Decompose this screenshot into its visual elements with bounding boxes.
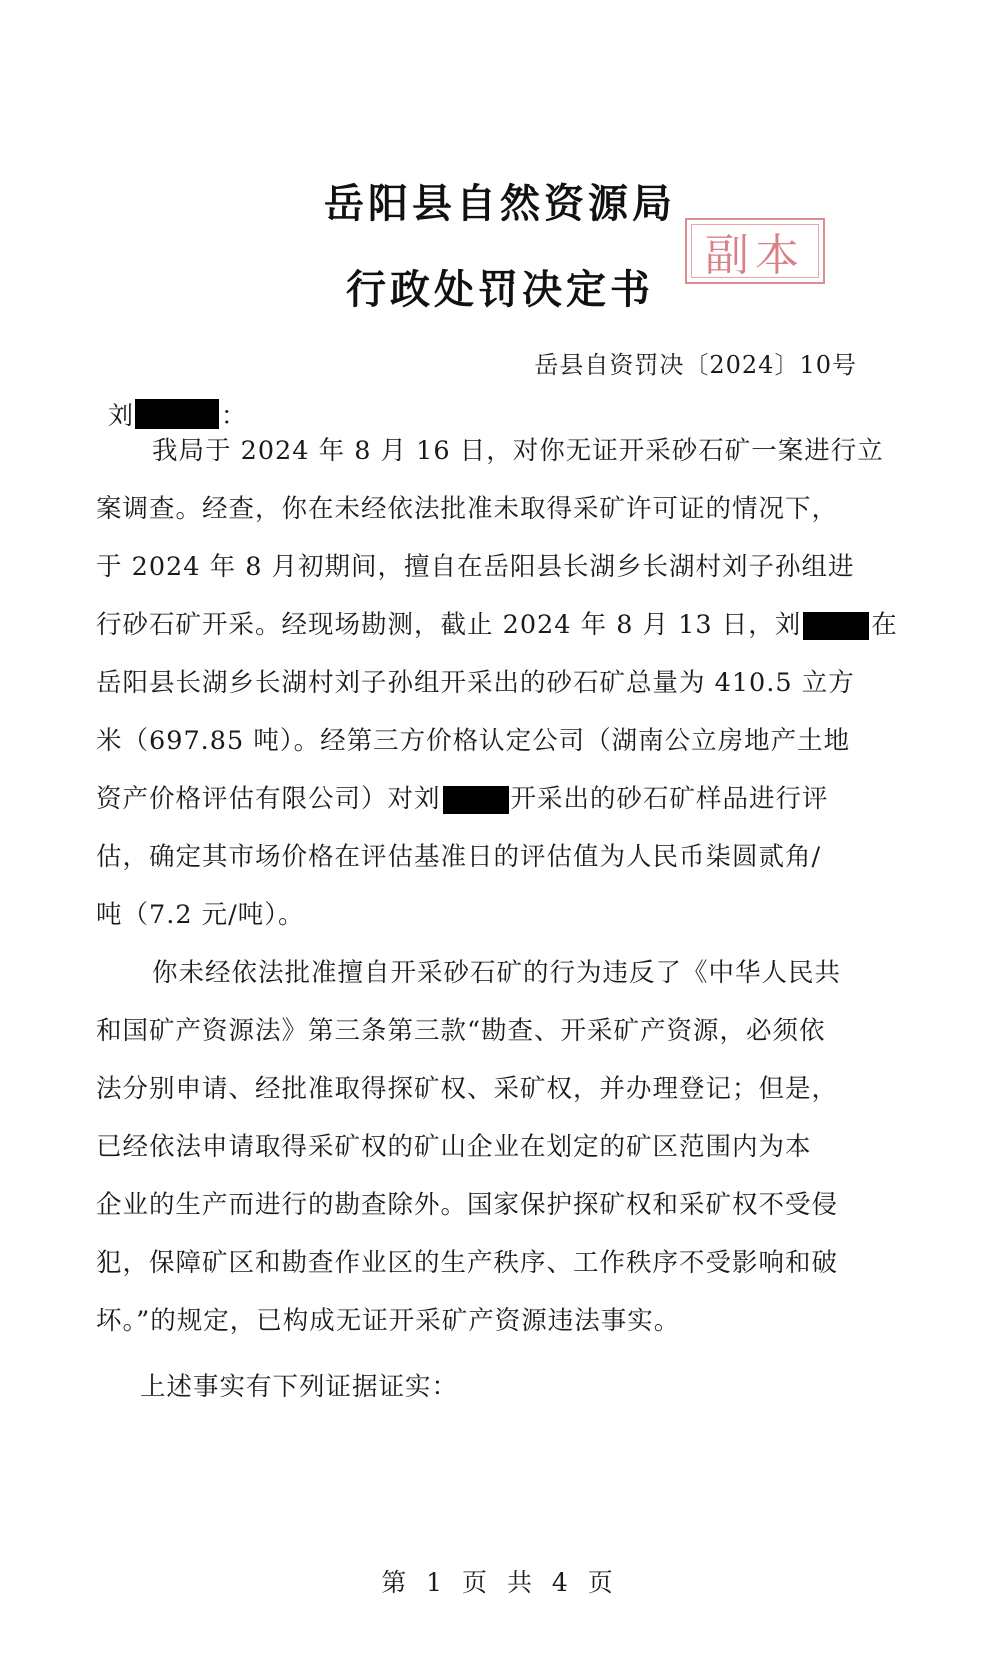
document-number: 岳县自资罚决〔2024〕10号 bbox=[534, 351, 857, 379]
issuer-title: 岳阳县自然资源局 bbox=[324, 181, 676, 227]
body-line: 案调查。经查，你在未经依法批准未取得采矿许可证的情况下， bbox=[96, 494, 839, 524]
body-line: 吨（7.2 元/吨）。 bbox=[96, 900, 305, 930]
body-line: 和国矿产资源法》第三条第三款“勘查、开采矿产资源，必须依 bbox=[96, 1016, 826, 1046]
body-line: 估，确定其市场价格在评估基准日的评估值为人民币柒圆贰角/ bbox=[96, 842, 822, 872]
copy-stamp bbox=[685, 218, 825, 284]
body-line: 于 2024 年 8 月初期间，擅自在岳阳县长湖乡长湖村刘子孙组进 bbox=[96, 552, 855, 582]
body-line bbox=[96, 608, 898, 642]
body-line-part: 开采出的砂石矿样品进行评 bbox=[510, 784, 829, 814]
body-line: 已经依法申请取得采矿权的矿山企业在划定的矿区范围内为本 bbox=[96, 1132, 812, 1162]
body-line: 岳阳县长湖乡长湖村刘子孙组开采出的砂石矿总量为 410.5 立方 bbox=[96, 668, 855, 698]
body-line bbox=[96, 782, 866, 816]
body-line-part: 在 bbox=[871, 610, 898, 640]
body-line: 企业的生产而进行的勘查除外。国家保护探矿权和采矿权不受侵 bbox=[96, 1190, 839, 1220]
body-line: 犯，保障矿区和勘查作业区的生产秩序、工作秩序不受影响和破 bbox=[96, 1248, 839, 1278]
document-title: 行政处罚决定书 bbox=[346, 267, 654, 313]
body-line-part: 资产价格评估有限公司）对刘 bbox=[96, 784, 441, 814]
body-line: 坏。”的规定，已构成无证开采矿产资源违法事实。 bbox=[96, 1306, 681, 1336]
page-number: 第 1 页 共 4 页 bbox=[381, 1568, 619, 1597]
stamp-text: 副本 bbox=[705, 230, 805, 281]
body-line: 你未经依法批准擅自开采砂石矿的行为违反了《中华人民共 bbox=[152, 958, 842, 988]
redaction-bar bbox=[443, 786, 509, 814]
body-line-part: 行砂石矿开采。经现场勘测，截止 2024 年 8 月 13 日，刘 bbox=[96, 610, 802, 640]
redaction-bar bbox=[803, 612, 869, 640]
body-line: 法分别申请、经批准取得探矿权、采矿权，并办理登记；但是， bbox=[96, 1074, 839, 1104]
body-line: 上述事实有下列证据证实： bbox=[140, 1372, 459, 1402]
salutation bbox=[108, 396, 246, 432]
body-line: 米（697.85 吨）。经第三方价格认定公司（湖南公立房地产土地 bbox=[96, 726, 851, 756]
salutation-prefix: 刘 bbox=[108, 401, 134, 430]
salutation-suffix: ： bbox=[221, 401, 247, 430]
redaction-bar bbox=[135, 399, 219, 429]
body-line: 我局于 2024 年 8 月 16 日，对你无证开采砂石矿一案进行立 bbox=[152, 436, 884, 466]
